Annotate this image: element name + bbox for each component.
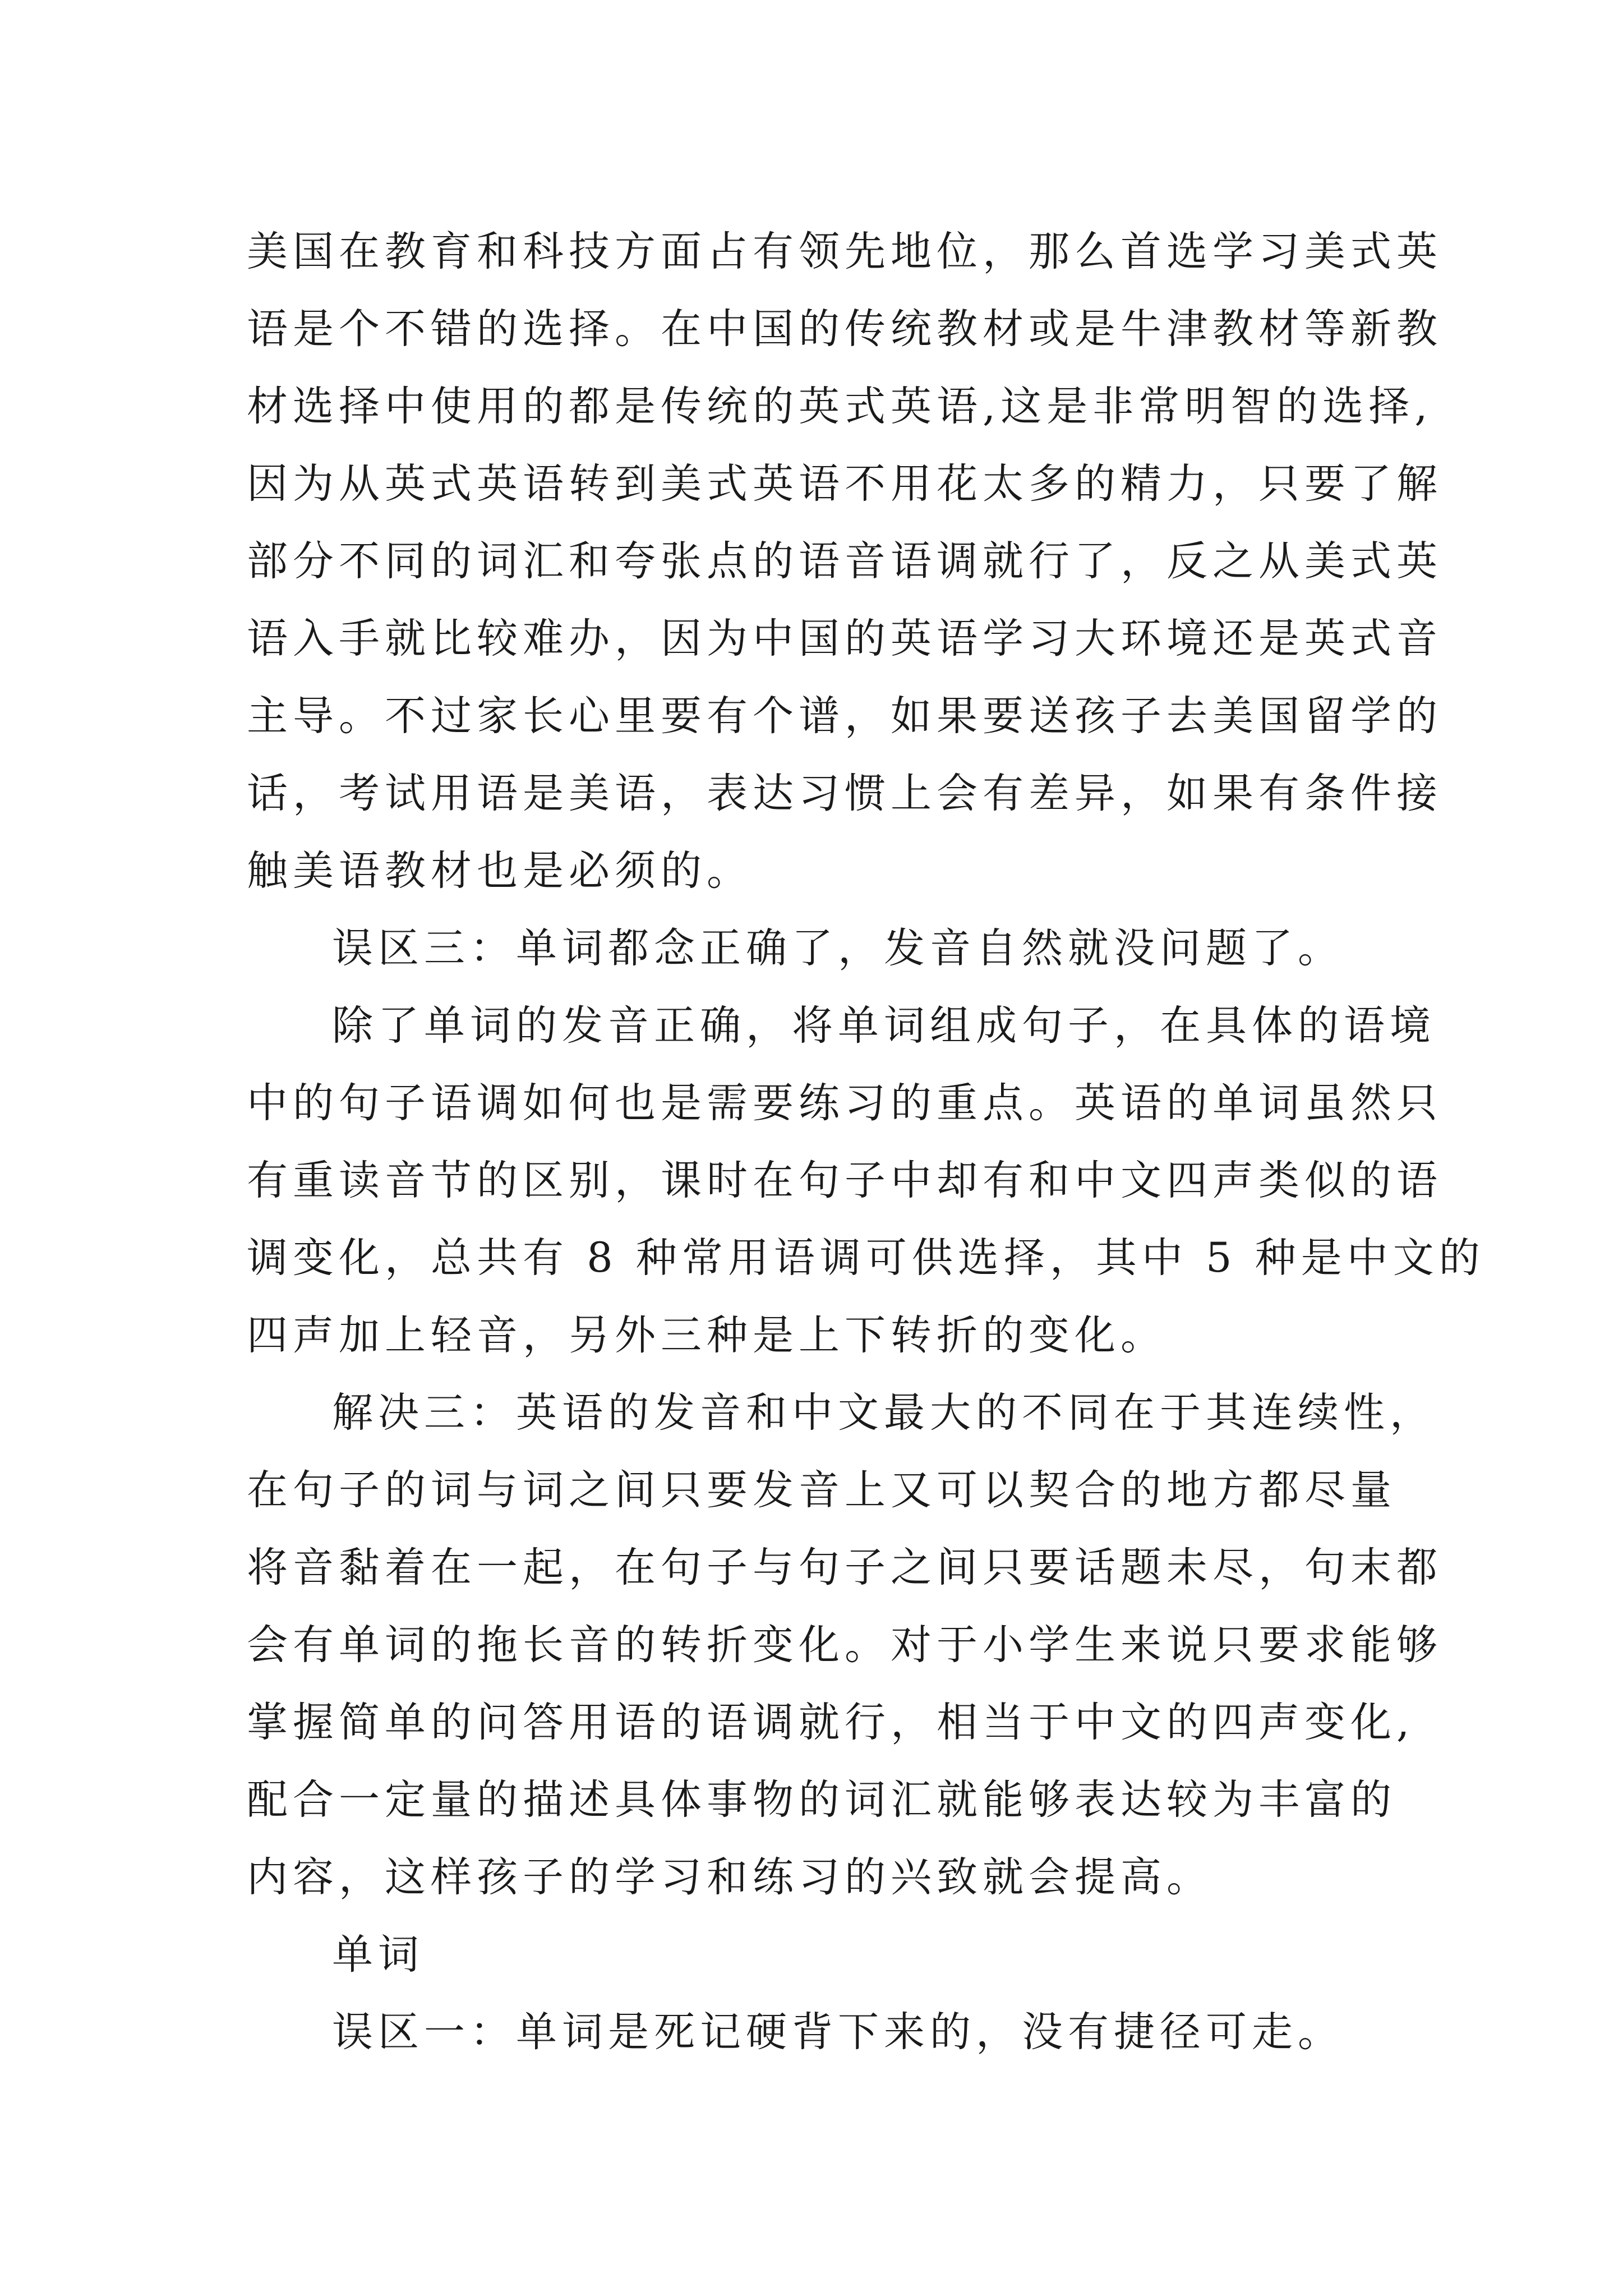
text-line: 调变化，总共有 8 种常用语调可供选择，其中 5 种是中文的 bbox=[247, 1234, 1485, 1282]
text-line: 语入手就比较难办，因为中国的英语学习大环境还是英式音 bbox=[247, 615, 1442, 662]
body-text bbox=[247, 213, 1485, 2071]
text-line: 掌握简单的问答用语的语调就行，相当于中文的四声变化, bbox=[247, 1699, 1415, 1746]
text-line: 部分不同的词汇和夸张点的语音语调就行了，反之从美式英 bbox=[247, 537, 1442, 585]
text-line: 语是个不错的选择。在中国的传统教材或是牛津教材等新教 bbox=[247, 305, 1442, 353]
text-line: 内容，这样孩子的学习和练习的兴致就会提高。 bbox=[247, 1853, 1212, 1901]
text-line: 话，考试用语是美语，表达习惯上会有差异，如果有条件接 bbox=[247, 770, 1442, 817]
section-heading-misconception-3: 误区三：单词都念正确了，发音自然就没问题了。 bbox=[332, 924, 1344, 972]
text-line: 四声加上轻音，另外三种是上下转折的变化。 bbox=[247, 1312, 1166, 1359]
text-line: 配合一定量的描述具体事物的词汇就能够表达较为丰富的 bbox=[247, 1776, 1396, 1824]
section-heading-vocabulary: 单词 bbox=[332, 1931, 424, 1978]
text-line: 材选择中使用的都是传统的英式英语,这是非常明智的选择, bbox=[247, 383, 1433, 430]
section-heading-misconception-1: 误区一：单词是死记硬背下来的，没有捷径可走。 bbox=[332, 2008, 1344, 2056]
text-line: 在句子的词与词之间只要发音上又可以契合的地方都尽量 bbox=[247, 1466, 1396, 1514]
text-line: 除了单词的发音正确，将单词组成句子，在具体的语境 bbox=[332, 1002, 1436, 1050]
text-line: 将音黏着在一起，在句子与句子之间只要话题未尽，句末都 bbox=[247, 1544, 1442, 1591]
text-line: 会有单词的拖长音的转折变化。对于小学生来说只要求能够 bbox=[247, 1621, 1442, 1669]
text-line: 解决三：英语的发音和中文最大的不同在于其连续性， bbox=[332, 1389, 1436, 1437]
text-line: 触美语教材也是必须的。 bbox=[247, 847, 753, 895]
text-line: 主导。不过家长心里要有个谱，如果要送孩子去美国留学的 bbox=[247, 692, 1442, 740]
text-line: 因为从英式英语转到美式英语不用花太多的精力，只要了解 bbox=[247, 460, 1442, 508]
text-line: 有重读音节的区别，课时在句子中却有和中文四声类似的语 bbox=[247, 1157, 1442, 1204]
text-line: 美国在教育和科技方面占有领先地位，那么首选学习美式英 bbox=[247, 228, 1442, 275]
text-line: 中的句子语调如何也是需要练习的重点。英语的单词虽然只 bbox=[247, 1079, 1442, 1127]
